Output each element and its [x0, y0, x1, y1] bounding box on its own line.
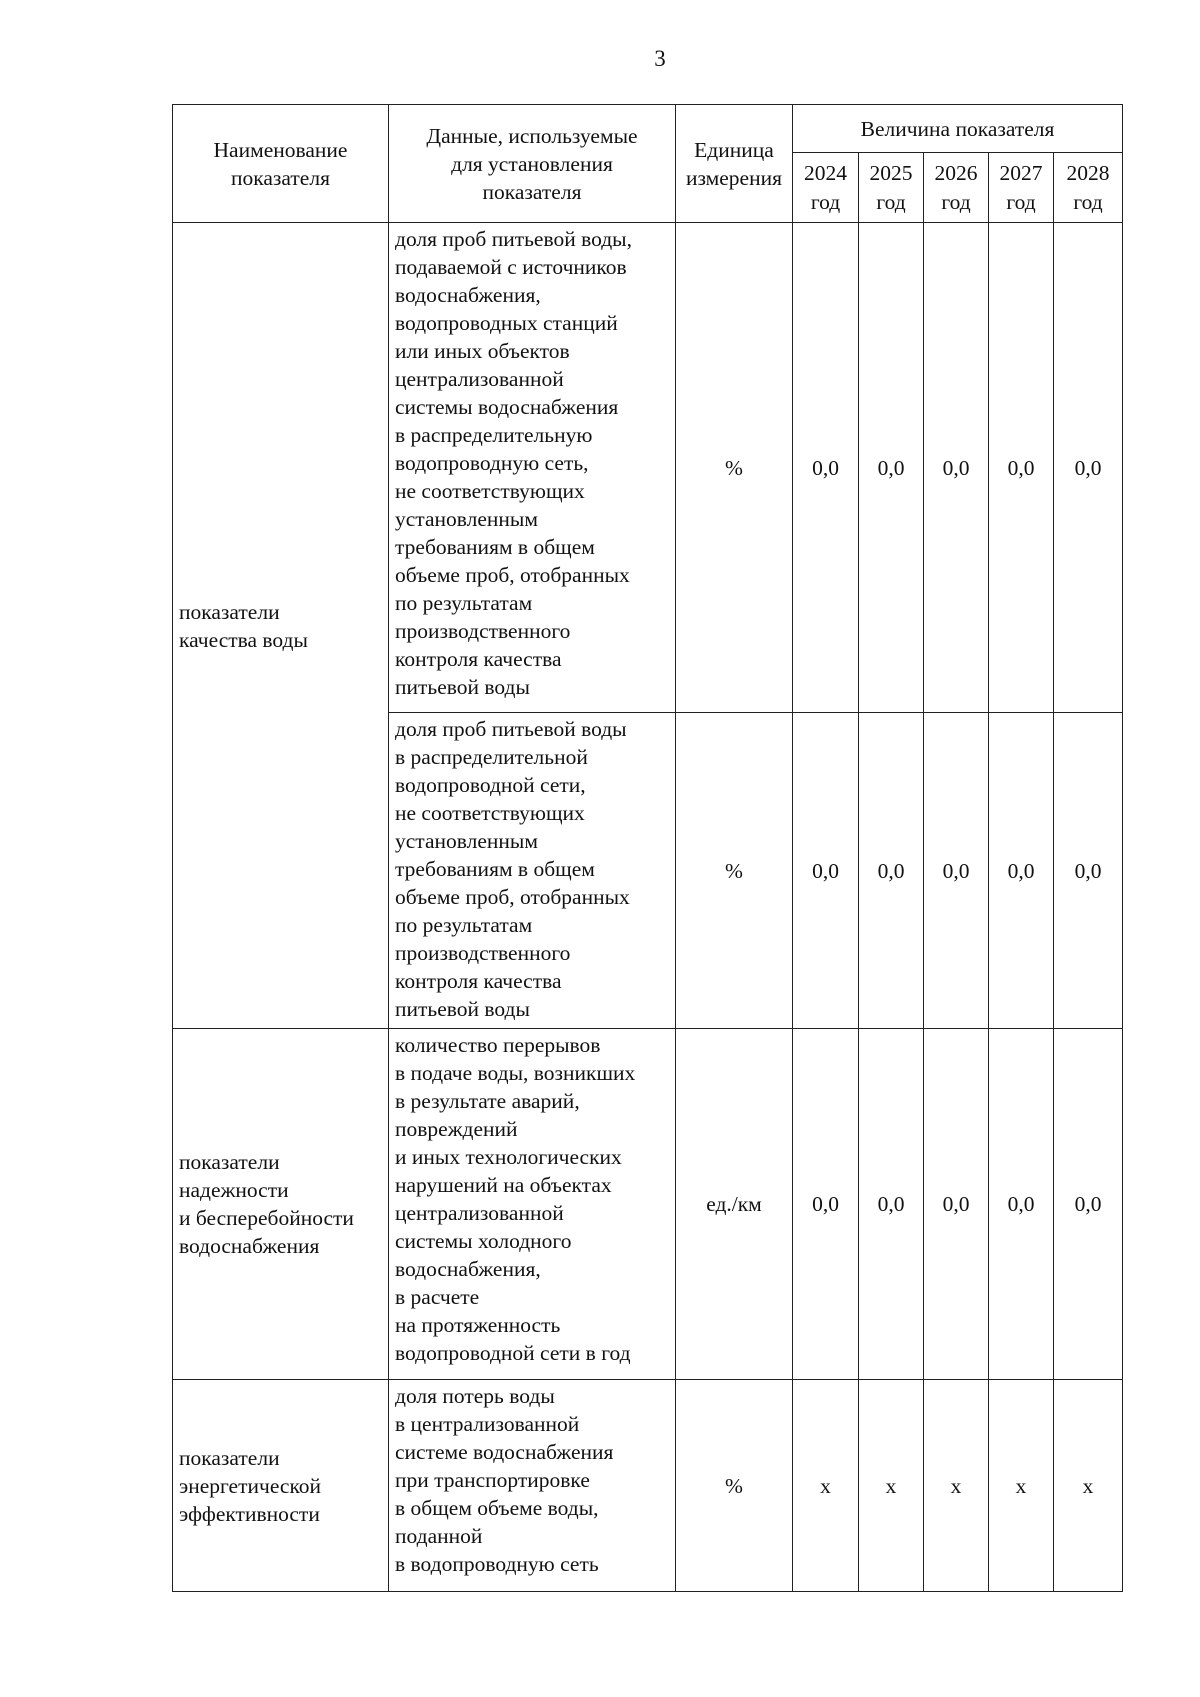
value-2024: 0,0 [793, 713, 859, 1029]
value-2026: 0,0 [924, 1029, 989, 1380]
source-data-cell: количество перерывов в подаче воды, возникших в результате аварий, повреждений и иных технологических нарушений на объектах централизованной системы холодного водоснабжения, в расчете на протяженность водопроводной сети в год [389, 1029, 676, 1380]
header-year-2024: 2024 год [793, 153, 859, 223]
value-2026: 0,0 [924, 223, 989, 713]
unit-cell: % [676, 1380, 793, 1592]
table-row [173, 1380, 1123, 1592]
value-2027: х [989, 1380, 1054, 1592]
value-2026: х [924, 1380, 989, 1592]
table-row [173, 1029, 1123, 1380]
value-2024: 0,0 [793, 223, 859, 713]
unit-cell: ед./км [676, 1029, 793, 1380]
unit-cell: % [676, 713, 793, 1029]
value-2028: 0,0 [1054, 1029, 1123, 1380]
header-year-2025: 2025 год [859, 153, 924, 223]
value-2025: х [859, 1380, 924, 1592]
value-2025: 0,0 [859, 1029, 924, 1380]
indicator-name: показатели надежности и бесперебойности водоснабжения [173, 1029, 389, 1380]
value-2027: 0,0 [989, 1029, 1054, 1380]
header-source-data: Данные, используемые для установления показателя [389, 105, 676, 223]
header-unit: Единица измерения [676, 105, 793, 223]
indicators-table [172, 104, 1123, 1592]
header-indicator-name: Наименование показателя [173, 105, 389, 223]
value-2024: х [793, 1380, 859, 1592]
header-indicator-value: Величина показателя [793, 105, 1123, 153]
header-year-2027: 2027 год [989, 153, 1054, 223]
value-2027: 0,0 [989, 713, 1054, 1029]
source-data-cell: доля проб питьевой воды, подаваемой с источников водоснабжения, водопроводных станций или иных объектов централизованной системы водоснабжения в распределительную водопроводную сеть, не соответствующих установленным требованиям в общем объеме проб, отобранных по результатам производственного контроля качества питьевой воды [389, 223, 676, 713]
value-2025: 0,0 [859, 713, 924, 1029]
value-2027: 0,0 [989, 223, 1054, 713]
indicator-name: показатели энергетической эффективности [173, 1380, 389, 1592]
header-row-top [173, 105, 1123, 153]
indicator-name: показатели качества воды [173, 223, 389, 1029]
header-year-2026: 2026 год [924, 153, 989, 223]
value-2028: 0,0 [1054, 713, 1123, 1029]
value-2026: 0,0 [924, 713, 989, 1029]
value-2024: 0,0 [793, 1029, 859, 1380]
header-year-2028: 2028 год [1054, 153, 1123, 223]
value-2028: 0,0 [1054, 223, 1123, 713]
page-number: 3 [654, 46, 666, 71]
value-2028: х [1054, 1380, 1123, 1592]
source-data-cell: доля проб питьевой воды в распределительной водопроводной сети, не соответствующих установленным требованиям в общем объеме проб, отобранных по результатам производственного контроля качества питьевой воды [389, 713, 676, 1029]
value-2025: 0,0 [859, 223, 924, 713]
source-data-cell: доля потерь воды в централизованной системе водоснабжения при транспортировке в общем объеме воды, поданной в водопроводную сеть [389, 1380, 676, 1592]
table-row [173, 223, 1123, 713]
unit-cell: % [676, 223, 793, 713]
